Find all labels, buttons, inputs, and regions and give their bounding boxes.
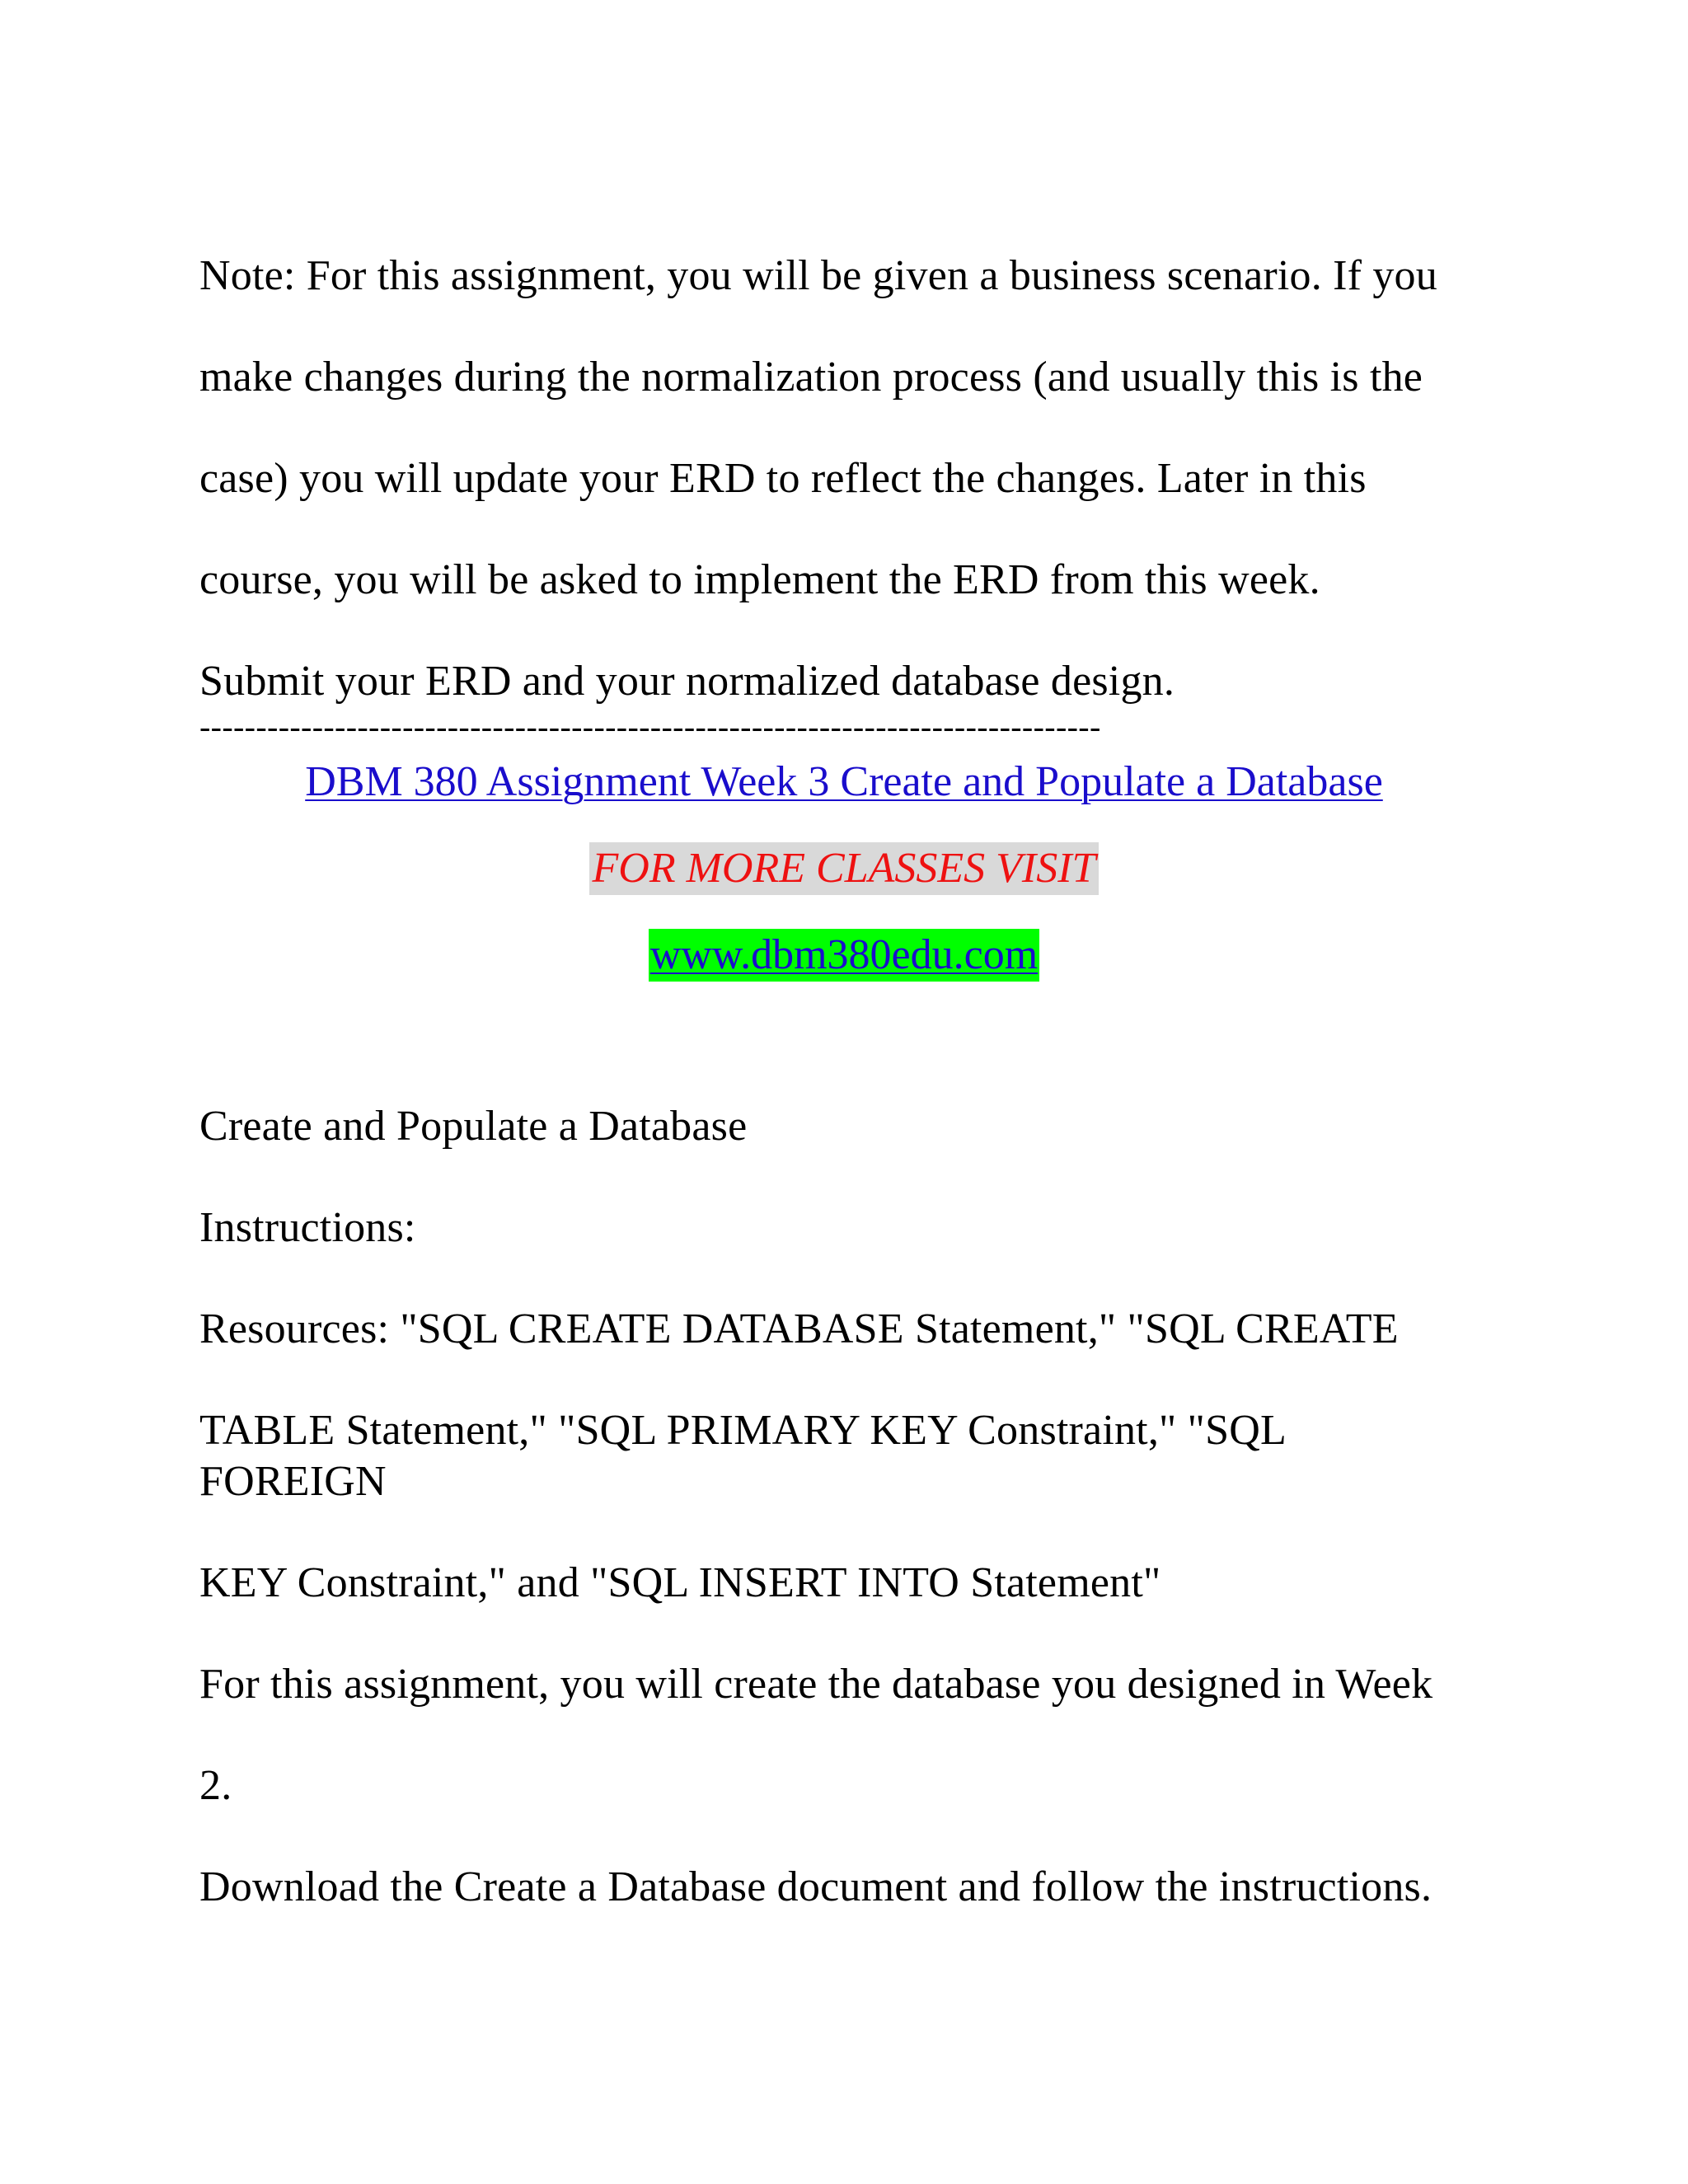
- note-line-4: course, you will be asked to implement the ERD from this week.: [199, 556, 1320, 603]
- note-line-2: make changes during the normalization process (and usually this is the: [199, 354, 1423, 401]
- more-classes-banner: FOR MORE CLASSES VISIT: [589, 842, 1100, 895]
- resources-line-1: Resources: "SQL CREATE DATABASE Statement," "SQL CREATE: [199, 1305, 1399, 1352]
- website-link[interactable]: www.dbm380edu.com: [649, 929, 1039, 982]
- body-line-2: 2.: [199, 1762, 232, 1809]
- note-line-1: Note: For this assignment, you will be given a business scenario. If you: [199, 252, 1437, 299]
- body-line-3: Download the Create a Database document and follow the instructions.: [199, 1863, 1432, 1910]
- separator-line: --------------------------------------------------------------------------------: [199, 708, 1101, 745]
- website-link-row: [0, 929, 1688, 982]
- ad-title-row: [0, 757, 1688, 808]
- note-line-3: case) you will update your ERD to reflect the changes. Later in this: [199, 455, 1367, 502]
- instructions-label: Instructions:: [199, 1204, 416, 1251]
- resources-line-4: KEY Constraint," and "SQL INSERT INTO Statement": [199, 1559, 1161, 1606]
- section-heading: Create and Populate a Database: [199, 1103, 748, 1150]
- note-line-5: Submit your ERD and your normalized database design.: [199, 658, 1175, 705]
- resources-line-3: FOREIGN: [199, 1458, 387, 1505]
- body-line-1: For this assignment, you will create the database you designed in Week: [199, 1661, 1433, 1708]
- resources-line-2: TABLE Statement," "SQL PRIMARY KEY Constraint," "SQL: [199, 1407, 1287, 1454]
- assignment-title-link[interactable]: DBM 380 Assignment Week 3 Create and Populate a Database: [305, 758, 1383, 805]
- visit-banner-row: [0, 842, 1688, 895]
